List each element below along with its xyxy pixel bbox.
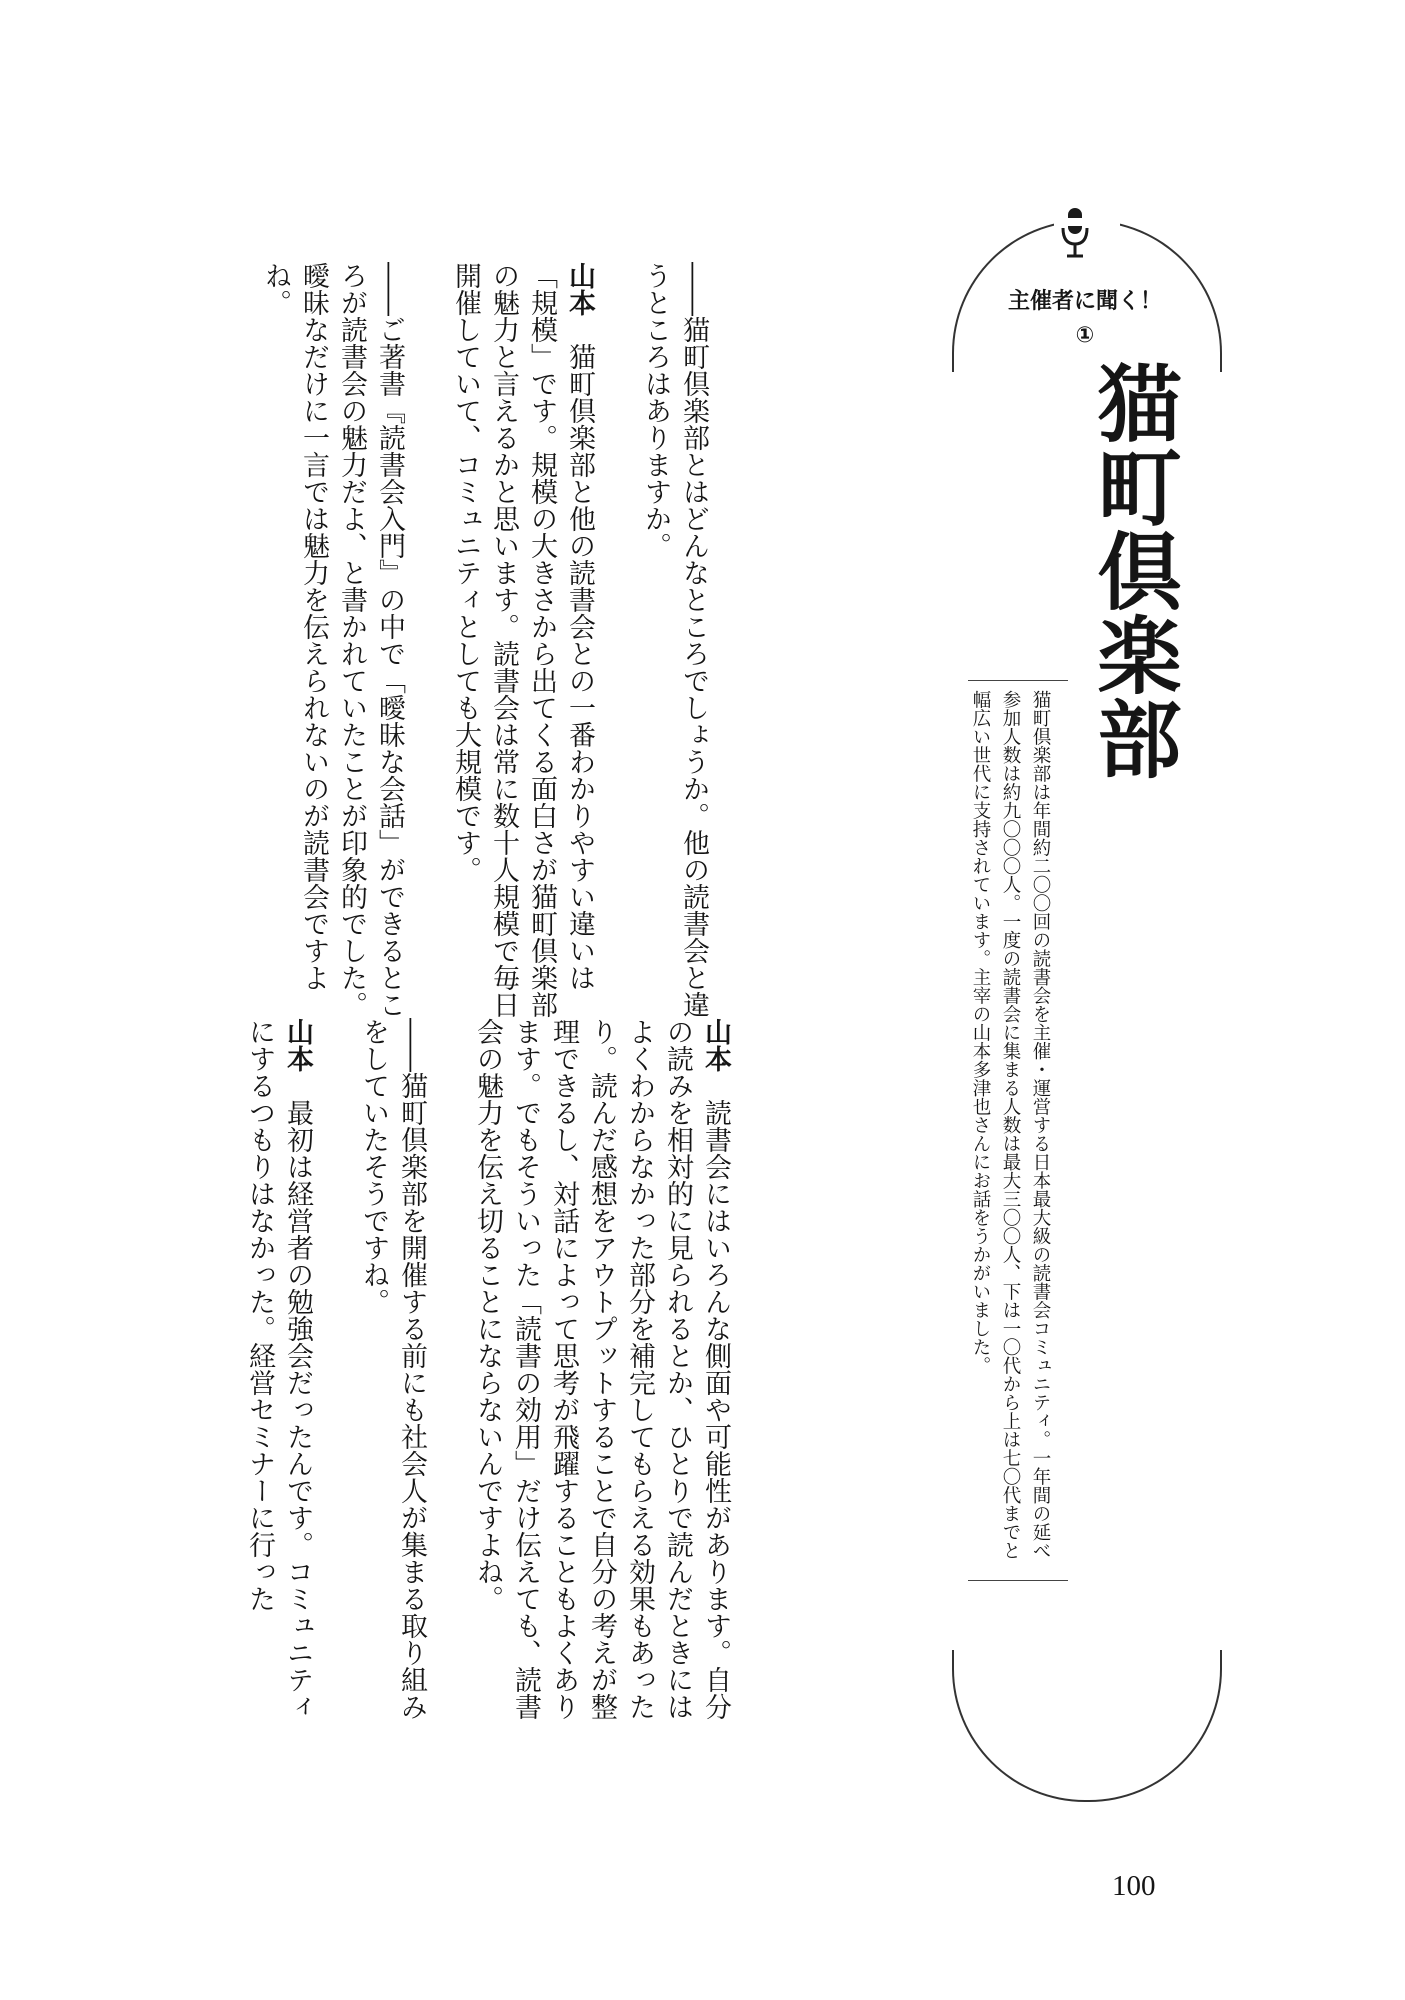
speaker-label: 山本 bbox=[282, 1018, 313, 1072]
answer-3-text: 最初は経営者の勉強会だったんです。コミュニティにするつもりはなかった。経営セミナーに行った bbox=[244, 1018, 313, 1720]
lead-rule-bottom bbox=[968, 1580, 1068, 1581]
lead-rule-top bbox=[968, 680, 1068, 681]
question-1: ――猫町倶楽部とはどんなところでしょうか。他の読書会と違うところはありますか。 bbox=[640, 262, 709, 1018]
answer-3 bbox=[240, 1018, 316, 1738]
answer-1 bbox=[446, 262, 598, 1032]
speaker-label: 山本 bbox=[564, 262, 595, 316]
body-upper-tier bbox=[218, 262, 712, 1032]
answer-1-text: 猫町倶楽部と他の読書会との一番わかりやすい違いは「規模」です。規模の大きさから出てくる面白さが猫町倶楽部の魅力と言えるかと思います。読書会は常に数十人規模で毎日開催していて、コミュニティとしても大規模です。 bbox=[450, 262, 595, 1018]
answer-2 bbox=[468, 1018, 734, 1738]
lead-paragraph: 猫町倶楽部は年間約二〇〇回の読書会を主催・運営する日本最大級の読書会コミュニティ。一年間の延べ参加人数は約九〇〇〇人。一度の読書会に集まる人数は最大三〇〇人、下は一〇代から上は七〇代までと幅広い世代に支持されています。主宰の山本多津也さんにお話をうかがいました。 bbox=[970, 690, 1051, 1560]
page-number: 100 bbox=[1112, 1870, 1156, 1902]
interview-badge bbox=[975, 285, 1195, 353]
question-2: ――ご著書『読書会入門』の中で「曖昧な会話」ができるところが読書会の魅力だよ、と書かれていたことが印象的でした。曖昧なだけに一言では魅力を伝えられないのが読書会ですよね。 bbox=[260, 262, 405, 1018]
question-3: ――猫町倶楽部を開催する前にも社会人が集まる取り組みをしていたそうですね。 bbox=[358, 1018, 427, 1720]
page-title: 猫町倶楽部 bbox=[1084, 360, 1183, 780]
answer-2-text: 読書会にはいろんな側面や可能性があります。自分の読みを相対的に見られるとか、ひとりで読んだときにはよくわからなかった部分を補完してもらえる効果もあったり。読んだ感想をアウトプットすることで自分の考えが整理できるし、対話によって思考が飛躍することもよくあります。でもそういった「読書の効用」だけ伝えても、読書会の魅力を伝え切ることにならないんですよね。 bbox=[472, 1018, 731, 1720]
speaker-label: 山本 bbox=[700, 1018, 731, 1072]
body-lower-tier bbox=[202, 1018, 734, 1738]
header-frame-bottom bbox=[952, 1650, 1222, 1802]
badge-label: 主催者に聞く！ bbox=[1007, 289, 1162, 314]
badge-number: ① bbox=[1075, 323, 1095, 348]
